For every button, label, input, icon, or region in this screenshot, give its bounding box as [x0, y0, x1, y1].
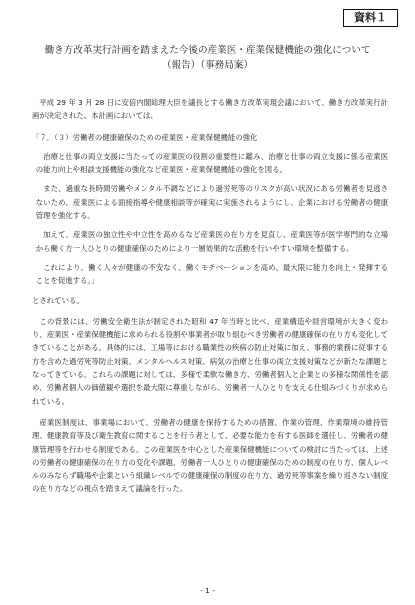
- document-badge: 資料１: [343, 9, 398, 27]
- system-paragraph: 産業医制度は、事業場において、労働者の健康を保持するための措置、作業の管理、作業環境の維持管理、健康教育等及び衛生教育に関することを行う者として、必要な能力を有する医師を選任し、労働者の健康管理等を行わせる制度である。この産業医を中心とした産業保健機能についての検討に当たっては、上述の労働者の健康確保の在り方の変化や課題、労働者一人ひとりの健康確保のための制度の在り方、個人レベルのみならず職場や企業という組織レベルでの健康確保の制度の在り方、過労死等事案を繰り返さない制度の在り方などの視点を踏まえて議論を行った。: [32, 417, 388, 494]
- document-body: [32, 96, 388, 496]
- closing-line: とされている。: [32, 295, 84, 305]
- title-line-2: （報告）（事務局案）: [161, 60, 254, 71]
- quote-paragraph: 加えて、産業医の独立性や中立性を高めるなど産業医の在り方を見直し、産業医等が医学専門的な立場から働く方一人ひとりの健康確保のためにより一層効果的な活動を行いやすい環境を整備する。: [35, 230, 388, 253]
- title-line-1: 働き方改革実行計画を踏まえた今後の産業医・産業保健機能の強化について: [44, 45, 371, 56]
- quote-heading: 「７．（３）労働者の健康確保のための産業医・産業保健機能の強化: [32, 132, 258, 142]
- quote-paragraph: また、過重な長時間労働やメンタル不調などにより過労死等のリスクが高い状況にある労働者を見逃さないため、産業医による面接指導や健康相談等が確実に実施されるようにし、企業における労働者の健康管理を強化する。: [35, 184, 388, 221]
- intro-paragraph: 平成 29 年 3 月 28 日に安倍内閣総理大臣を議長とする働き方改革実現会議において、働き方改革実行計画が決定された。本計画においては、: [32, 98, 388, 121]
- page-number: - 1 -: [200, 586, 215, 595]
- background-paragraph: この背景には、労働安全衛生法が制定された昭和 47 年当時と比べ、産業構造や経営環境が大きく変わり、産業医・産業保健機能に求められる役割や事業者が取り組むべき労働者の健康確保の在り方も変化してきていることがある。具体的には、工場等における職業性の疾病の防止対策に加え、事務的業務に従事する方を含めた過労死等防止対策、メンタルヘルス対策、病気の治療と仕事の両立支援対策などが新たな課題となってきている。これらの課題に対しては、多様で柔軟な働き方、労働者個人と企業との多様な関係性を認め、労働者個人の価値観や選択を最大限に尊重しながら、労働者一人ひとりを支える仕組みづくりが求められている。: [32, 316, 388, 406]
- document-title: [0, 43, 415, 73]
- quoted-plan: [32, 150, 388, 288]
- quote-paragraph: これにより、働く人々が健康の不安なく、働くモチベーションを高め、最大限に能力を向上・発揮することを促進する。」: [35, 262, 388, 286]
- quote-paragraph: 治療と仕事の両立支援に当たっての産業医の役割の重要性に鑑み、治療と仕事の両立支援に係る産業医の能力向上や相談支援機能の強化など産業医・産業保健機能の強化を図る。: [35, 151, 388, 175]
